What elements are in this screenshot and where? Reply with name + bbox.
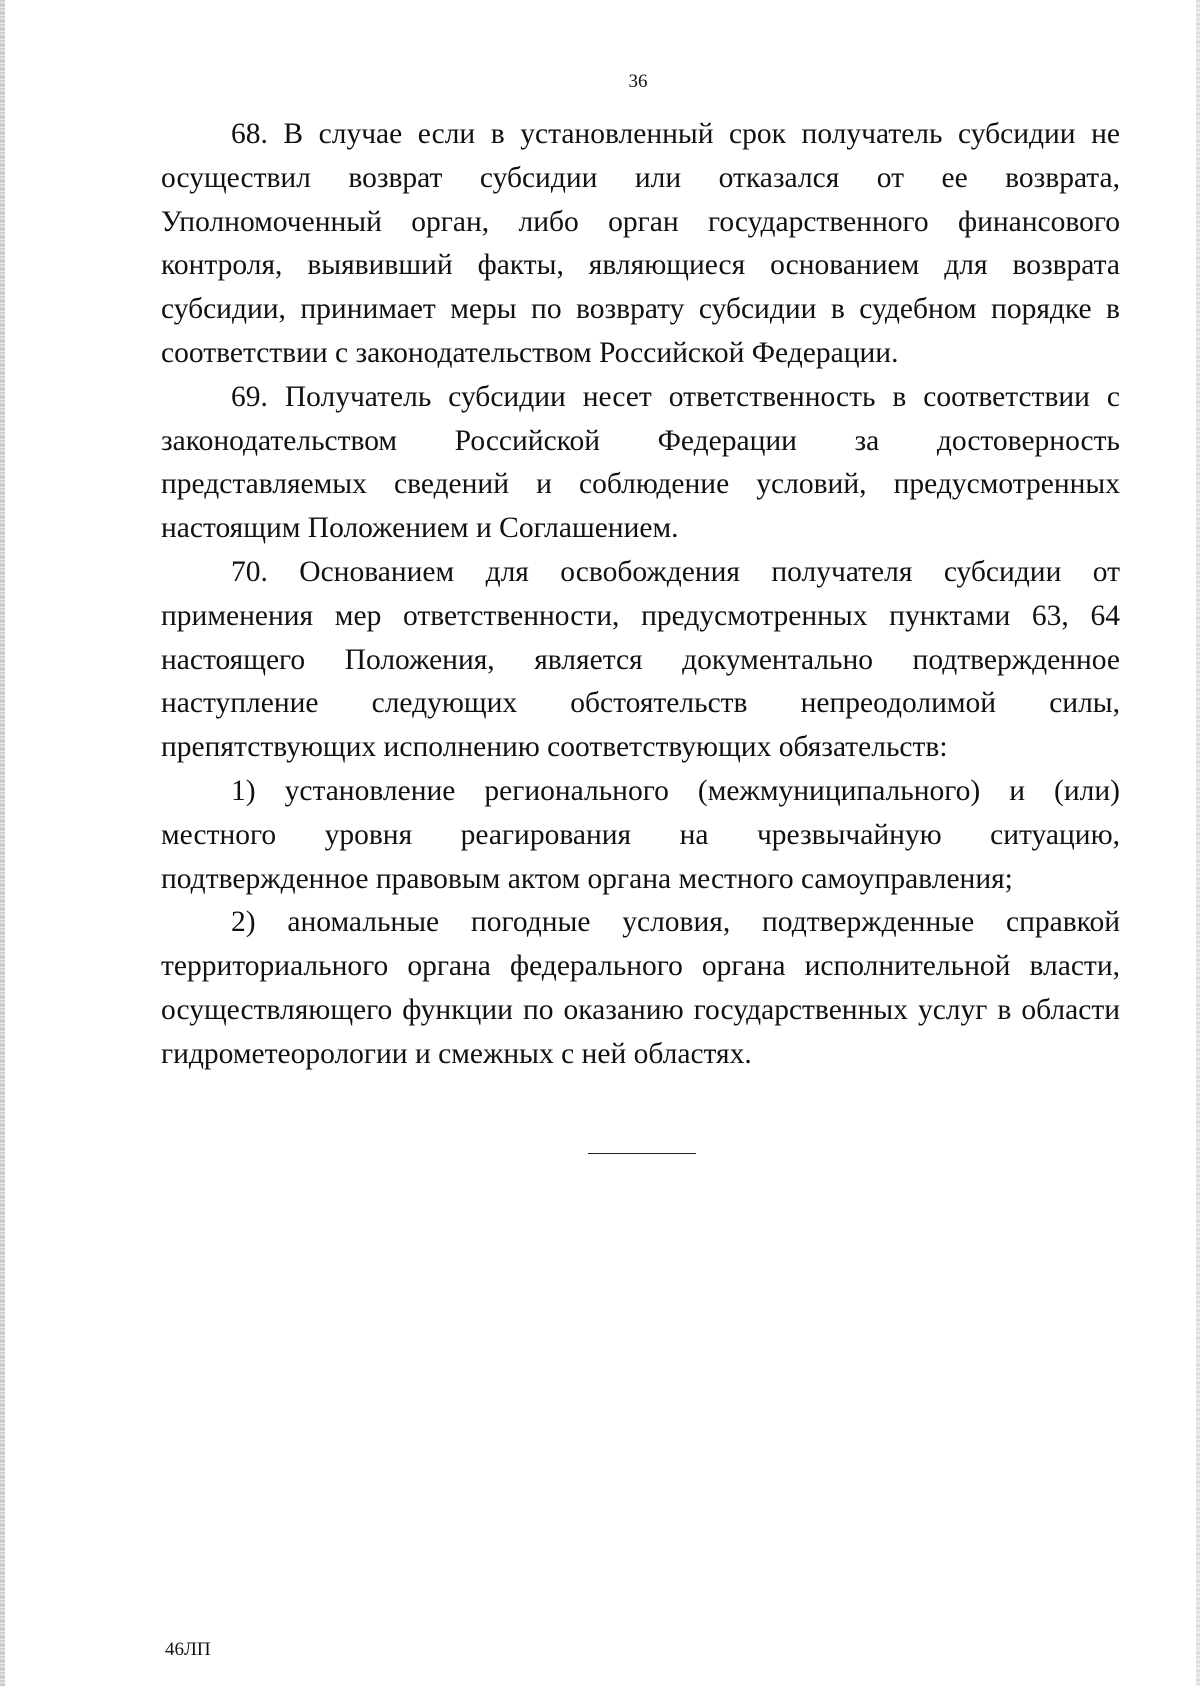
paragraph-68: 68. В случае если в установленный срок получатель субсидии не осуществил возврат субсидии или отказался от ее возврата, Уполномоченный орган, либо орган государственного финансового контроля, выявивший факты, являющиеся основанием для возврата субсидии, принимает меры по возврату субсидии в судебном порядке в соответствии с законодательством Российской Федерации.: [161, 118, 1120, 369]
page-number-text: 36: [628, 71, 648, 92]
list-item-1: 1) установление регионального (межмуниципального) и (или) местного уровня реагирования на чрезвычайную ситуацию, подтвержденное правовым актом органа местного самоуправления;: [161, 774, 1120, 895]
document-body: [161, 113, 1120, 1077]
scan-edge-left: [0, 0, 5, 1686]
footer-document-code: 46ЛП: [165, 1639, 211, 1660]
page-number: [0, 68, 1200, 96]
end-separator-line: [588, 1153, 696, 1154]
scan-edge-right: [1196, 0, 1200, 1686]
list-item-2: 2) аномальные погодные условия, подтвержденные справкой территориального органа федерального органа исполнительной власти, осуществляющего функции по оказанию государственных услуг в области гидрометеорологии и смежных с ней областях.: [161, 906, 1120, 1070]
paragraph-69: 69. Получатель субсидии несет ответственность в соответствии с законодательством Российской Федерации за достоверность представляемых сведений и соблюдение условий, предусмотренных настоящим Положением и Соглашением.: [161, 380, 1120, 545]
paragraph-70: 70. Основанием для освобождения получателя субсидии от применения мер ответственности, предусмотренных пунктами 63, 64 настоящего Положения, является документально подтвержденное наступление следующих обстоятельств непреодолимой силы, препятствующих исполнению соответствующих обязательств:: [161, 555, 1120, 764]
